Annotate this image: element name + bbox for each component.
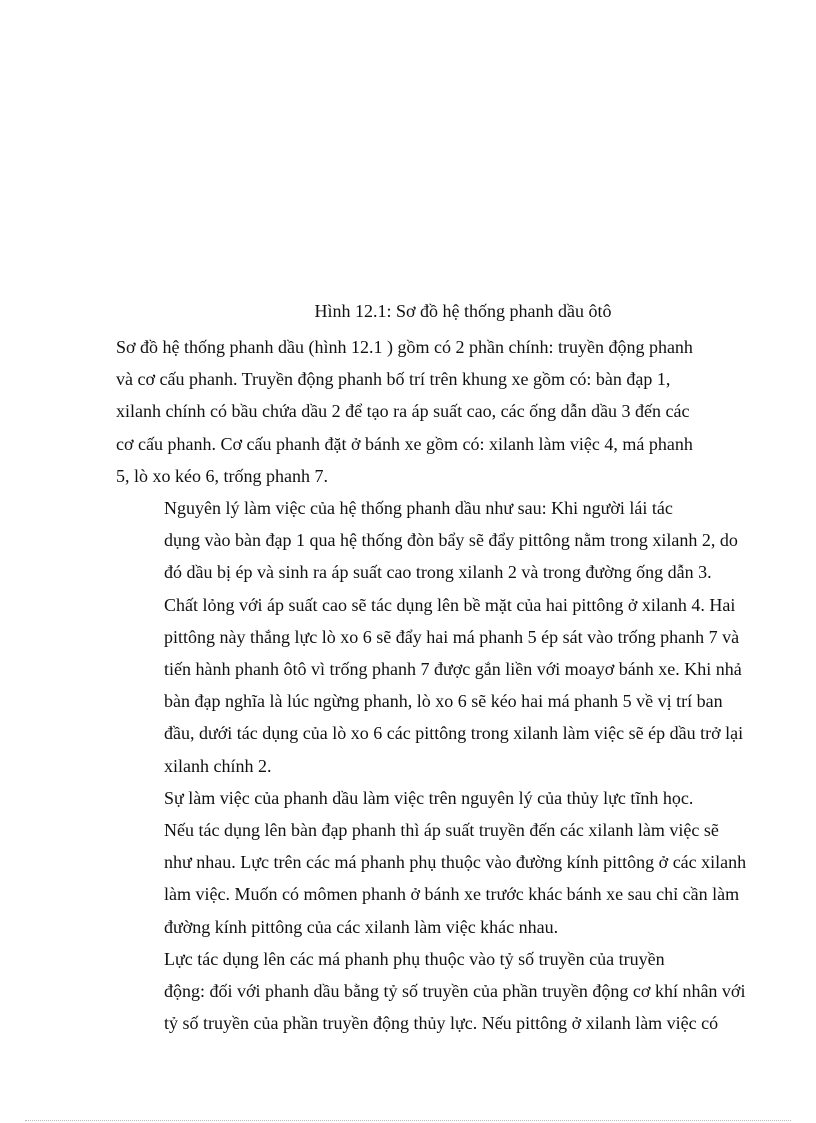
figure-placeholder bbox=[115, 60, 735, 290]
text-line: xilanh chính có bầu chứa dầu 2 để tạo ra áp suất cao, các ống dẫn dầu 3 đến các bbox=[116, 401, 690, 422]
text-line: động: đối với phanh dầu bằng tỷ số truyền của phần truyền động cơ khí nhân với bbox=[164, 981, 746, 1002]
figure-caption: Hình 12.1: Sơ đồ hệ thống phanh dầu ôtô bbox=[314, 301, 612, 321]
text-line: Lực tác dụng lên các má phanh phụ thuộc vào tỷ số truyền của truyền bbox=[164, 948, 665, 969]
text-line: bàn đạp nghĩa là lúc ngừng phanh, lò xo 6 sẽ kéo hai má phanh 5 về vị trí ban bbox=[164, 691, 723, 712]
text-line: làm việc. Muốn có mômen phanh ở bánh xe trước khác bánh xe sau chỉ cần làm bbox=[164, 884, 740, 905]
text-line: tiến hành phanh ôtô vì trống phanh 7 được gắn liền với moayơ bánh xe. Khi nhả bbox=[164, 659, 742, 680]
text-line: Sơ đồ hệ thống phanh dầu (hình 12.1 ) gồm có 2 phần chính: truyền động phanh bbox=[116, 337, 693, 357]
text-line: đó dầu bị ép và sinh ra áp suất cao trong xilanh 2 và trong đường ống dẫn 3. bbox=[164, 562, 712, 583]
body-text bbox=[116, 331, 747, 1039]
paragraph-force-ratio bbox=[116, 943, 746, 1040]
text-line: đường kính pittông của các xilanh làm việc khác nhau. bbox=[164, 916, 559, 937]
text-line: tỷ số truyền của phần truyền động thủy lực. Nếu pittông ở xilanh làm việc có bbox=[164, 1013, 719, 1034]
text-line: cơ cấu phanh. Cơ cấu phanh đặt ở bánh xe gồm có: xilanh làm việc 4, má phanh bbox=[116, 433, 693, 454]
text-line: Chất lỏng với áp suất cao sẽ tác dụng lên bề mặt của hai pittông ở xilanh 4. Hai bbox=[164, 594, 736, 615]
text-line: Nguyên lý làm việc của hệ thống phanh dầu như sau: Khi người lái tác bbox=[164, 498, 673, 519]
page-bottom-divider bbox=[25, 1120, 791, 1121]
text-line: 5, lò xo kéo 6, trống phanh 7. bbox=[116, 465, 328, 486]
text-line: xilanh chính 2. bbox=[164, 755, 272, 776]
text-line: pittông này thắng lực lò xo 6 sẽ đẩy hai má phanh 5 ép sát vào trống phanh 7 và bbox=[164, 626, 740, 647]
text-line: Sự làm việc của phanh dầu làm việc trên nguyên lý của thủy lực tĩnh học. bbox=[164, 787, 694, 808]
paragraph-overview bbox=[116, 331, 738, 492]
text-line: và cơ cấu phanh. Truyền động phanh bố trí trên khung xe gồm có: bàn đạp 1, bbox=[116, 369, 671, 390]
paragraph-hydrostatics bbox=[116, 782, 747, 943]
text-line: Nếu tác dụng lên bàn đạp phanh thì áp suất truyền đến các xilanh làm việc sẽ bbox=[164, 820, 719, 841]
text-line: đầu, dưới tác dụng của lò xo 6 các pittông trong xilanh làm việc sẽ ép dầu trở lại bbox=[164, 723, 744, 744]
text-line: như nhau. Lực trên các má phanh phụ thuộc vào đường kính pittông ở các xilanh bbox=[164, 852, 747, 873]
paragraph-working-principle bbox=[116, 492, 744, 782]
text-line: dụng vào bàn đạp 1 qua hệ thống đòn bẩy sẽ đẩy pittông nằm trong xilanh 2, do bbox=[164, 530, 738, 551]
